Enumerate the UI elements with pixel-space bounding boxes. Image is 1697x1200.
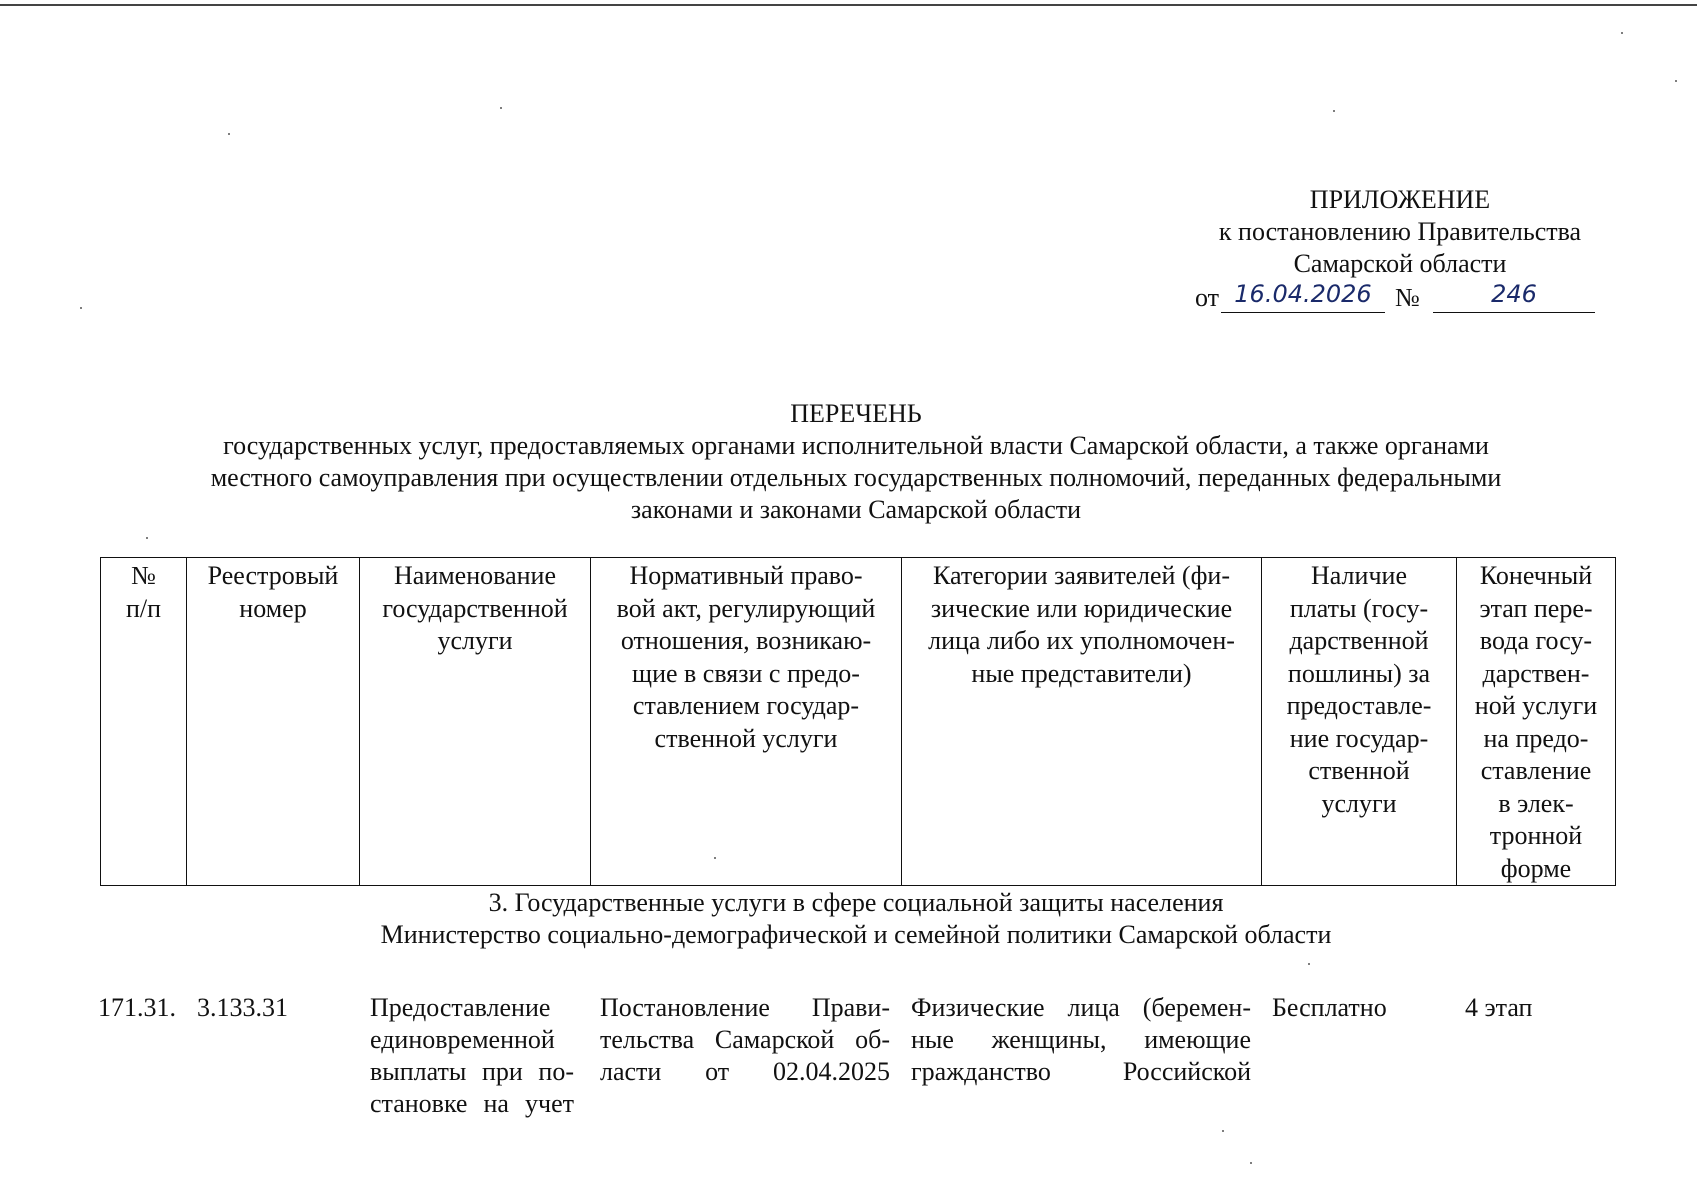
row-applicants: Физические лица (беремен- ные женщины, имеющие гражданство Российской xyxy=(911,993,1251,1086)
scan-speck xyxy=(228,133,230,135)
scan-speck xyxy=(1222,1130,1224,1132)
appendix-block xyxy=(1180,184,1620,280)
heading-line-2: местного самоуправления при осуществлении отдельных государственных полномочий, переданных федеральными xyxy=(210,463,1502,492)
date-prefix: от xyxy=(1195,283,1220,312)
document-heading xyxy=(100,398,1612,526)
col-header-fee: Наличие платы (госу- дарственной пошлины) за предоставле- ние государ- ственной услуги xyxy=(1262,558,1457,886)
col-header-registry: Реестровый номер xyxy=(187,558,360,886)
scan-speck xyxy=(1308,963,1310,965)
col-header-service-name: Наименование государственной услуги xyxy=(360,558,591,886)
row-fee: Бесплатно xyxy=(1272,993,1387,1022)
row-number: 171.31. xyxy=(98,993,176,1022)
scan-speck xyxy=(1333,110,1335,112)
scan-speck xyxy=(1250,1162,1252,1164)
scan-speck xyxy=(1675,80,1677,82)
row-legal-act: Постановление Прави- тельства Самарской об- ласти от 02.04.2025 xyxy=(600,993,890,1086)
scan-speck xyxy=(146,537,148,539)
col-header-legal-act: Нормативный право- вой акт, регулирующий отношения, возникаю- щие в связи с предо- ставлением государ- ственной услуги xyxy=(591,558,902,886)
decree-date-line xyxy=(1195,278,1595,314)
appendix-line-2: Самарской области xyxy=(1293,249,1507,278)
col-header-number: № п/п xyxy=(101,558,187,886)
appendix-line-1: к постановлению Правительства xyxy=(1218,217,1582,246)
services-table-header xyxy=(100,557,1616,886)
ministry-name: Министерство социально-демографической и семейной политики Самарской области xyxy=(380,920,1332,949)
top-border-line xyxy=(0,4,1697,6)
heading-line-3: законами и законами Самарской области xyxy=(630,495,1082,524)
decree-number: 246 xyxy=(1433,278,1595,313)
col-header-final-stage: Конечный этап пере- вода госу- дарствен- ной услуги на предо- ставление в элек- тронной форме xyxy=(1457,558,1616,886)
heading-line-1: государственных услуг, предоставляемых органами исполнительной власти Самарской области, а также органами xyxy=(223,431,1489,460)
scan-speck xyxy=(500,107,502,109)
col-header-applicants: Категории заявителей (фи- зические или юридические лица либо их уполномочен- ные представители) xyxy=(902,558,1262,886)
appendix-title: ПРИЛОЖЕНИЕ xyxy=(1309,185,1491,214)
scan-speck xyxy=(80,307,82,309)
decree-date: 16.04.2026 xyxy=(1221,278,1385,313)
row-registry-number: 3.133.31 xyxy=(197,993,288,1022)
scan-speck xyxy=(714,857,716,859)
number-label: № xyxy=(1395,283,1420,312)
section-heading xyxy=(100,887,1612,951)
row-final-stage: 4 этап xyxy=(1465,993,1533,1022)
heading-title: ПЕРЕЧЕНЬ xyxy=(790,399,922,428)
scan-speck xyxy=(1621,32,1623,34)
section-title: 3. Государственные услуги в сфере социальной защиты населения xyxy=(488,888,1224,917)
row-service-name: Предоставление единовременной выплаты при по- становке на учет xyxy=(370,993,574,1118)
